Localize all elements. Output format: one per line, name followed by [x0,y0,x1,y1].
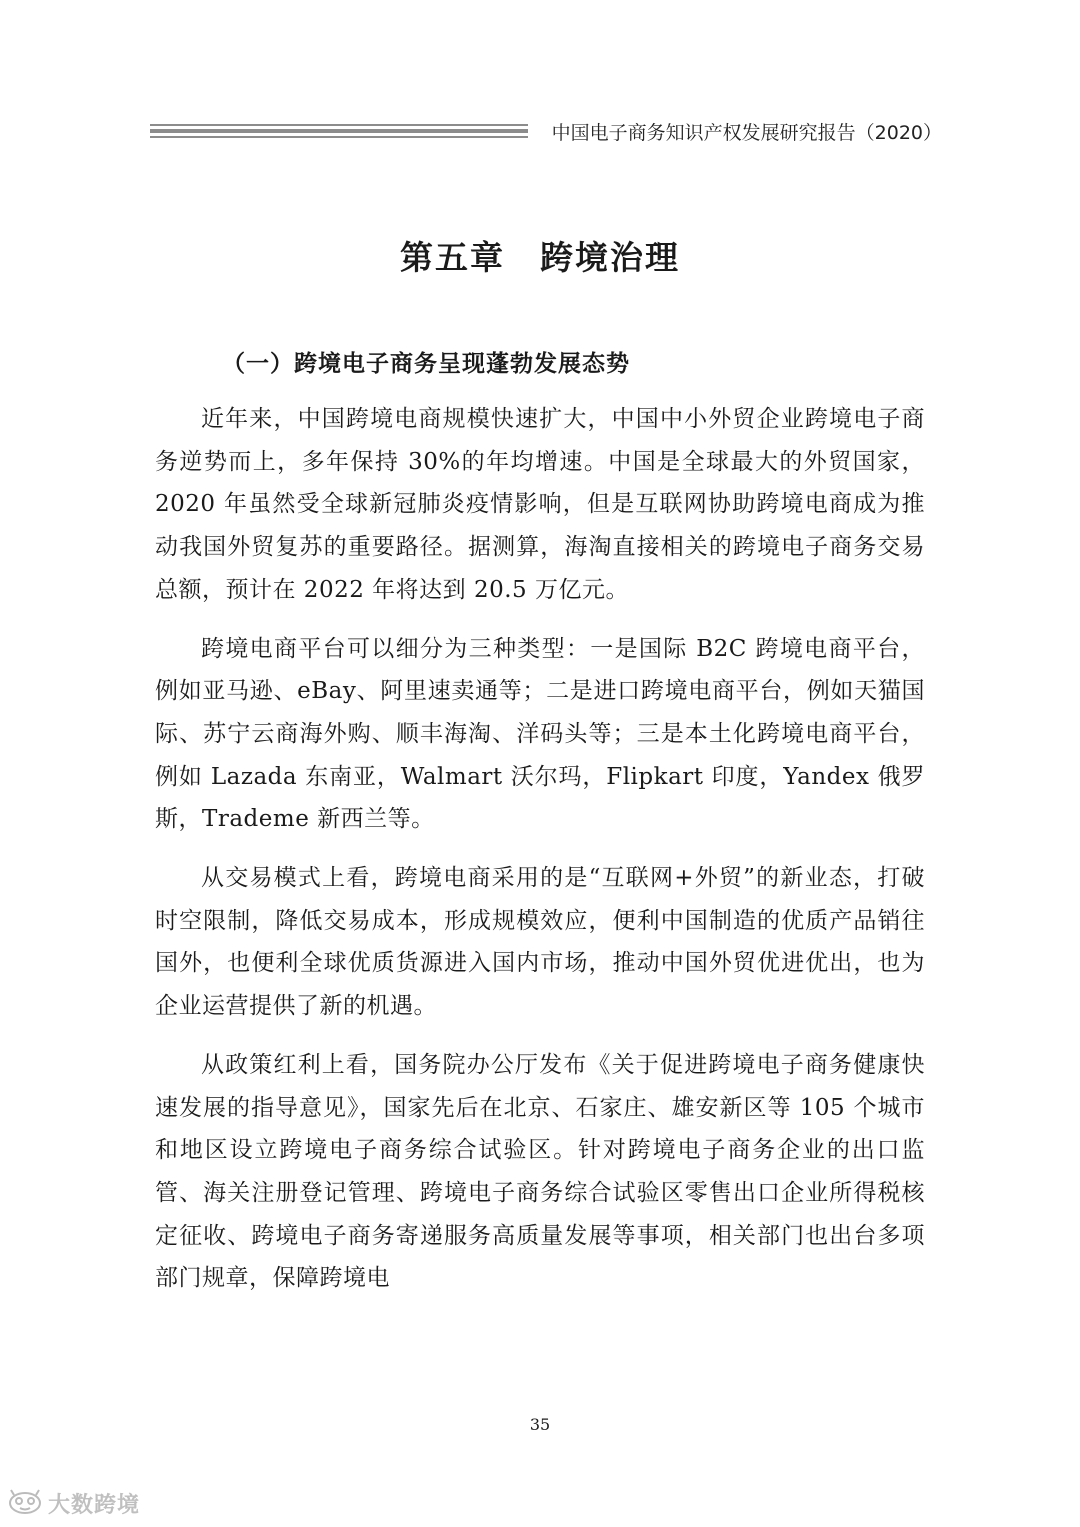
running-header-title: 中国电子商务知识产权发展研究报告（2020） [551,122,942,144]
paragraph: 从交易模式上看，跨境电商采用的是“互联网+外贸”的新业态，打破时空限制，降低交易成本，形成规模效应，便利中国制造的优质产品销往国外，也便利全球优质货源进入国内市场，推动中国外贸优进优出，也为企业运营提供了新的机遇。 [155,865,925,1020]
paragraph: 近年来，中国跨境电商规模快速扩大，中国中小外贸企业跨境电子商务逆势而上，多年保持 30%的年均增速。中国是全球最大的外贸国家，2020 年虽然受全球新冠肺炎疫情影响，但是互联网协助跨境电商成为推动我国外贸复苏的重要路径。据测算，海淘直接相关的跨境电子商务交易总额，预计在 2022 年将达到 20.5 万亿元。 [155,406,925,603]
page-number: 35 [529,1415,551,1434]
watermark-text: 大数跨境 [48,1493,141,1518]
chapter-title: 第五章 跨境治理 [400,238,680,277]
watermark [8,1488,140,1519]
header-decorative-rule [150,124,528,141]
cartoon-face-icon [8,1489,42,1519]
body-text [155,398,925,1316]
paragraph: 跨境电商平台可以细分为三种类型：一是国际 B2C 跨境电商平台，例如亚马逊、eBay、阿里速卖通等；二是进口跨境电商平台，例如天猫国际、苏宁云商海外购、顺丰海淘、洋码头等；三是本土化跨境电商平台，例如 Lazada 东南亚，Walmart 沃尔玛，Flipkart 印度，Yandex 俄罗斯，Trademe 新西兰等。 [155,635,925,833]
section-heading: （一）跨境电子商务呈现蓬勃发展态势 [222,350,630,377]
paragraph: 从政策红利上看，国务院办公厅发布《关于促进跨境电子商务健康快速发展的指导意见》，国家先后在北京、石家庄、雄安新区等 105 个城市和地区设立跨境电子商务综合试验区。针对跨境电子商务企业的出口监管、海关注册登记管理、跨境电子商务综合试验区零售出口企业所得税核定征收、跨境电子商务寄递服务高质量发展等事项，相关部门也出台多项部门规章，保障跨境电 [155,1051,925,1292]
